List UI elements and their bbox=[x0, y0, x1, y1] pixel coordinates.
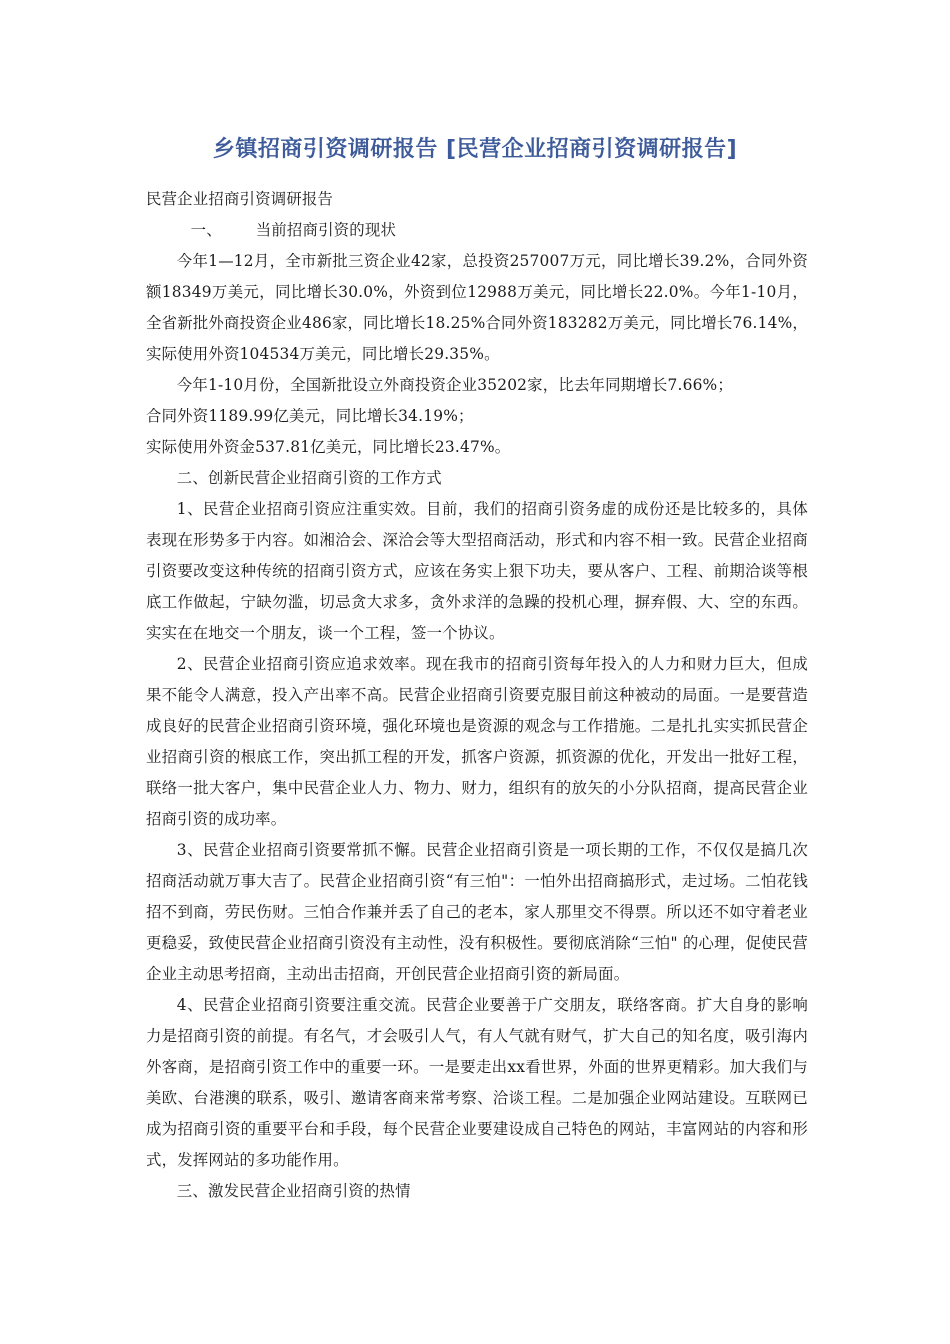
paragraph-4: 实际使用外资金537.81亿美元，同比增长23.47%。 bbox=[146, 438, 511, 456]
document-body bbox=[146, 184, 808, 1207]
paragraph-3: 合同外资1189.99亿美元，同比增长34.19%； bbox=[146, 407, 474, 425]
paragraph-5: 1、民营企业招商引资应注重实效。目前，我们的招商引资务虚的成份还是比较多的，具体表现在形势多于内容。如湘洽会、深洽会等大型招商活动，形式和内容不相一致。民营企业招商引资要改变这种传统的招商引资方式，应该在务实上狠下功夫，要从客户、工程、前期洽谈等根底工作做起，宁缺勿滥，切忌贪大求多，贪外求洋的急躁的投机心理，摒弃假、大、空的东西。实实在在地交一个朋友，谈一个工程，签一个协议。 bbox=[146, 500, 808, 642]
section-1-text: 当前招商引资的现状 bbox=[255, 221, 397, 239]
paragraph-7: 3、民营企业招商引资要常抓不懈。民营企业招商引资是一项长期的工作，不仅仅是搞几次招商活动就万事大吉了。民营企业招商引资“有三怕"：一怕外出招商搞形式，走过场。二怕花钱招不到商，劳民伤财。三怕合作兼并丢了自己的老本，家人那里交不得票。所以还不如守着老业更稳妥，致使民营企业招商引资没有主动性，没有积极性。要彻底消除“三怕" 的心理，促使民营企业主动思考招商，主动出击招商，开创民营企业招商引资的新局面。 bbox=[146, 841, 808, 983]
document-title: 乡镇招商引资调研报告 [民营企业招商引资调研报告] bbox=[212, 137, 738, 162]
section-1-heading bbox=[146, 215, 808, 246]
paragraph-1: 今年1—12月，全市新批三资企业42家，总投资257007万元，同比增长39.2%，合同外资额18349万美元，同比增长30.0%，外资到位12988万美元，同比增长22.0%。今年1-10月，全省新批外商投资企业486家，同比增长18.25%合同外资183282万美元，同比增长76.14%，实际使用外资104534万美元，同比增长29.35%。 bbox=[146, 252, 808, 363]
section-2-heading: 二、创新民营企业招商引资的工作方式 bbox=[176, 469, 442, 487]
paragraph-8: 4、民营企业招商引资要注重交流。民营企业要善于广交朋友，联络客商。扩大自身的影响力是招商引资的前提。有名气，才会吸引人气，有人气就有财气，扩大自己的知名度，吸引海内外客商，是招商引资工作中的重要一环。一是要走出xx看世界，外面的世界更精彩。加大我们与美欧、台港澳的联系，吸引、邀请客商来常考察、洽谈工程。二是加强企业网站建设。互联网已成为招商引资的重要平台和手段，每个民营企业要建设成自己特色的网站，丰富网站的内容和形式，发挥网站的多功能作用。 bbox=[146, 996, 808, 1169]
paragraph-2: 今年1-10月份，全国新批设立外商投资企业35202家，比去年同期增长7.66%； bbox=[176, 376, 733, 394]
paragraph-6: 2、民营企业招商引资应追求效率。现在我市的招商引资每年投入的人力和财力巨大，但成果不能令人满意，投入产出率不高。民营企业招商引资要克服目前这种被动的局面。一是要营造成良好的民营企业招商引资环境，强化环境也是资源的观念与工作措施。二是扎扎实实抓民营企业招商引资的根底工作，突出抓工程的开发，抓客户资源，抓资源的优化，开发出一批好工程，联络一批大客户，集中民营企业人力、物力、财力，组织有的放矢的小分队招商，提高民营企业招商引资的成功率。 bbox=[146, 655, 808, 828]
section-3-heading: 三、激发民营企业招商引资的热情 bbox=[176, 1182, 411, 1200]
section-1-number: 一、 bbox=[190, 221, 222, 239]
document-subtitle: 民营企业招商引资调研报告 bbox=[146, 190, 334, 208]
